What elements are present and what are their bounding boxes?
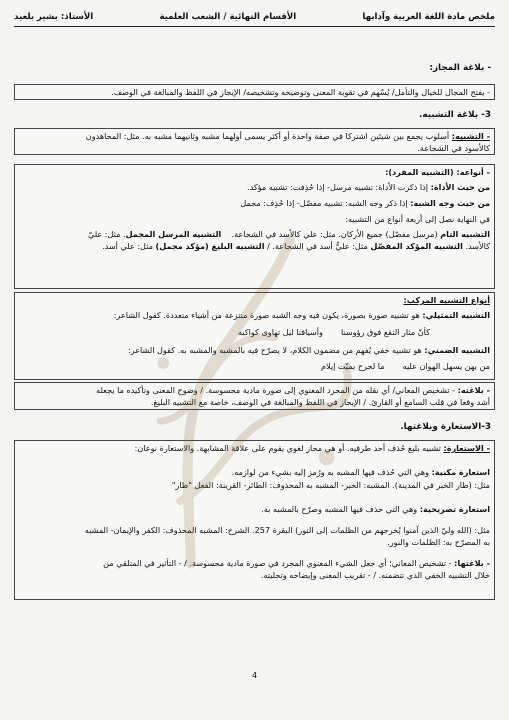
tashbih-def-label: - التشبيه: [451,131,490,141]
murakkab-title: أنواع التشبيه المركب: [403,295,490,305]
murakkab-box [14,292,495,380]
tashbih-def-text: أسلوب يجمع بين شيئين اشتركا في صفة واحدة أو أكثر يسمى أولهما مشبه وثانيهما مشبه به. مثل: المجاهدون [85,131,450,141]
dimni-text: هو تشبيه خفي يُفهم من مضمون الكلام، لا يصرّح فيه بالمشبه والمشبه به. كقول الشاعر: [128,344,422,355]
majaz-box [14,84,495,100]
tam-text: (مرسل مفصّل) جميع الأركان. مثل: علي كالأسد في الشجاعة. [231,229,438,239]
tashbih-balagha-text-1: - تشخيص المعاني/ أي نقله من المجرد المعنوي إلى صورة مادية محسوسة. / وضوح المعنى وتأكيده ما يجعله [96,385,456,395]
verse2-first: من يهن يسهل الهوان عليه [402,361,490,371]
baligh-label: التشبيه البليغ (مؤكد مجمل) [155,240,265,251]
istiara-balagha-label: - بلاغتها: [454,558,490,568]
mursal-mujmal-text: . مثل: عليّ [87,229,126,239]
istiara-label: - الاستعارة: [443,443,490,453]
tashbih-types-box: - أنواعه: (التشبيه المفرد): من حيث الأداة: إذا ذكرت الأداة: تشبيه مرسل- إذا حُذِفت: تشبيه مؤكد. من حيث وجه الشبه: إذا ذكر وجه الشبه: تشبيه مفصّل- إذا حُذِف: مجمل في النهاية نصل إلى أربعة أنواع من التشبيه: التشبيه التام (مرسل مفصّل) جميع الأركان. مثل: علي كالأسد في الشجاعة. التشبيه المرسل المجمل. مثل: عليّ كالأسد. التشبيه المؤكد المفصّل مثل: عليٌّ أسد في الشجاعة. / التشبيه البليغ (مؤكد مجمل) مثل: علي أسد. [14,164,495,289]
istiara-balagha-text-2: خلال التشبيه الخفي الذي تتضمنه. / - تقريب المعنى وإيضاحه وتجليته. [260,569,490,580]
mursal-mujmal-label: التشبيه المرسل المجمل [125,229,222,239]
tasrihiya-example-1: مثل: (الله وليّ الذين آمنوا يُخرجهم من الظلمات إلى النور) البقرة 257. الشرح: المشبه المحذوف: الكفر والإيمان- المشبه [84,525,490,535]
header-teacher: الأستاذ: بشير بلعيد [14,12,94,22]
page-header [14,8,495,27]
types-title: - أنواعه: (التشبيه المفرد): [385,167,490,177]
tashbih-balagha-box [14,382,495,410]
wajh-text: إذا ذكر وجه الشبه: تشبيه مفصّل- إذا حُذِف: مجمل [240,198,408,208]
tashbih-line3: كالأسد. [465,240,490,251]
tashbih-balagha-text-2: أشد وقعا في قلب السامع أو القارئ. / الإيجاز في اللفظ والمبالغة في الوصف، خاصة مع التشبيه البليغ. [150,396,490,407]
four-types-text: في النهاية نصل إلى أربعة أنواع من التشبيه: [345,213,490,224]
tashbih-def-text-2: كالأسود في الشجاعة. [417,142,490,153]
tamthili-label: التشبيه التمثيلي: [422,309,490,320]
istiara-balagha-text-1: - تشخيص المعاني؛ أي جعل الشيء المعنوي المجرد في صورة مادية محسوسة. / - التأثير في المتلقي من [103,558,452,568]
verse1-second: وأسيافنا ليل تهاوى كواكبه [237,327,323,337]
tasrihiya-label: استعارة تصريحية: [419,503,490,514]
istiara-box [14,440,495,600]
verse2-second: ما لجرح بميّت إيلام [321,361,385,371]
tam-label: التشبيه التام [440,229,490,239]
wajh-label: من حيث وجه الشبه: [410,198,490,208]
majaz-heading: - بلاغة المجاز: [429,63,491,73]
makniya-text: وهي التي حُذف فيها المشبه به ورُمز إليه بشيء من لوازمه. [231,466,430,477]
tamthili-text: هو تشبيه صورة بصورة، يكون فيه وجه الشبه صورة منتزعة من أشياء متعددة. كقول الشاعر: [113,309,420,320]
page-number: 4 [251,671,258,680]
tashbih-heading: 3- بلاغة التشبيه. [419,110,491,120]
makniya-example: مثل: (طار الخبر في المدينة). المشبه: الخبر- المشبه به المحذوف: الطائر- القرينة: الفعل "طار" [171,480,490,490]
verse1-first: كأنّ مثار النقع فوق رؤوسنا [340,327,430,337]
makniya-label: استعارة مكنية: [431,466,490,477]
tashbih-def-box [14,128,495,155]
baligh-text: مثل: علي أسد. [102,240,153,251]
istiara-heading: 3-الاستعارة وبلاغتها. [400,422,491,432]
istiara-text: تشبيه بليغ حُذف أحد طرفيه. أو هي مجاز لغوي يقوم على علاقة المشابهة. والاستعارة نوعان: [134,443,441,453]
header-course-title: ملخص مادة اللغة العربية وآدابها [362,12,495,22]
header-class: الأقسام النهائية / الشعب العلمية [159,12,297,22]
muakkad-text: مثل: عليٌّ أسد في الشجاعة. [272,240,368,251]
tashbih-balagha-label: - بلاغته: [457,385,490,395]
majaz-text: - يفتح المجال للخيال والتأمل/ يُسْهم في تقوية المعنى وتوضيحه وتشخيصه/ الإيجاز في اللفظ والمبالغة في الوصف. [111,87,490,97]
tasrihiya-text: وهي التي حذف فيها المشبه وصرّح بالمشبه به. [261,503,418,514]
adat-text: إذا ذكرت الأداة: تشبيه مرسل- إذا حُذِفت: تشبيه مؤكد. [247,181,429,192]
adat-label: من حيث الأداة: [430,181,490,192]
dimni-label: التشبيه الضمني: [424,344,490,355]
tasrihiya-example-2: به المصرّح به: الظلمات والنور. [387,536,490,547]
muakkad-label: التشبيه المؤكد المفصّل [370,240,463,251]
